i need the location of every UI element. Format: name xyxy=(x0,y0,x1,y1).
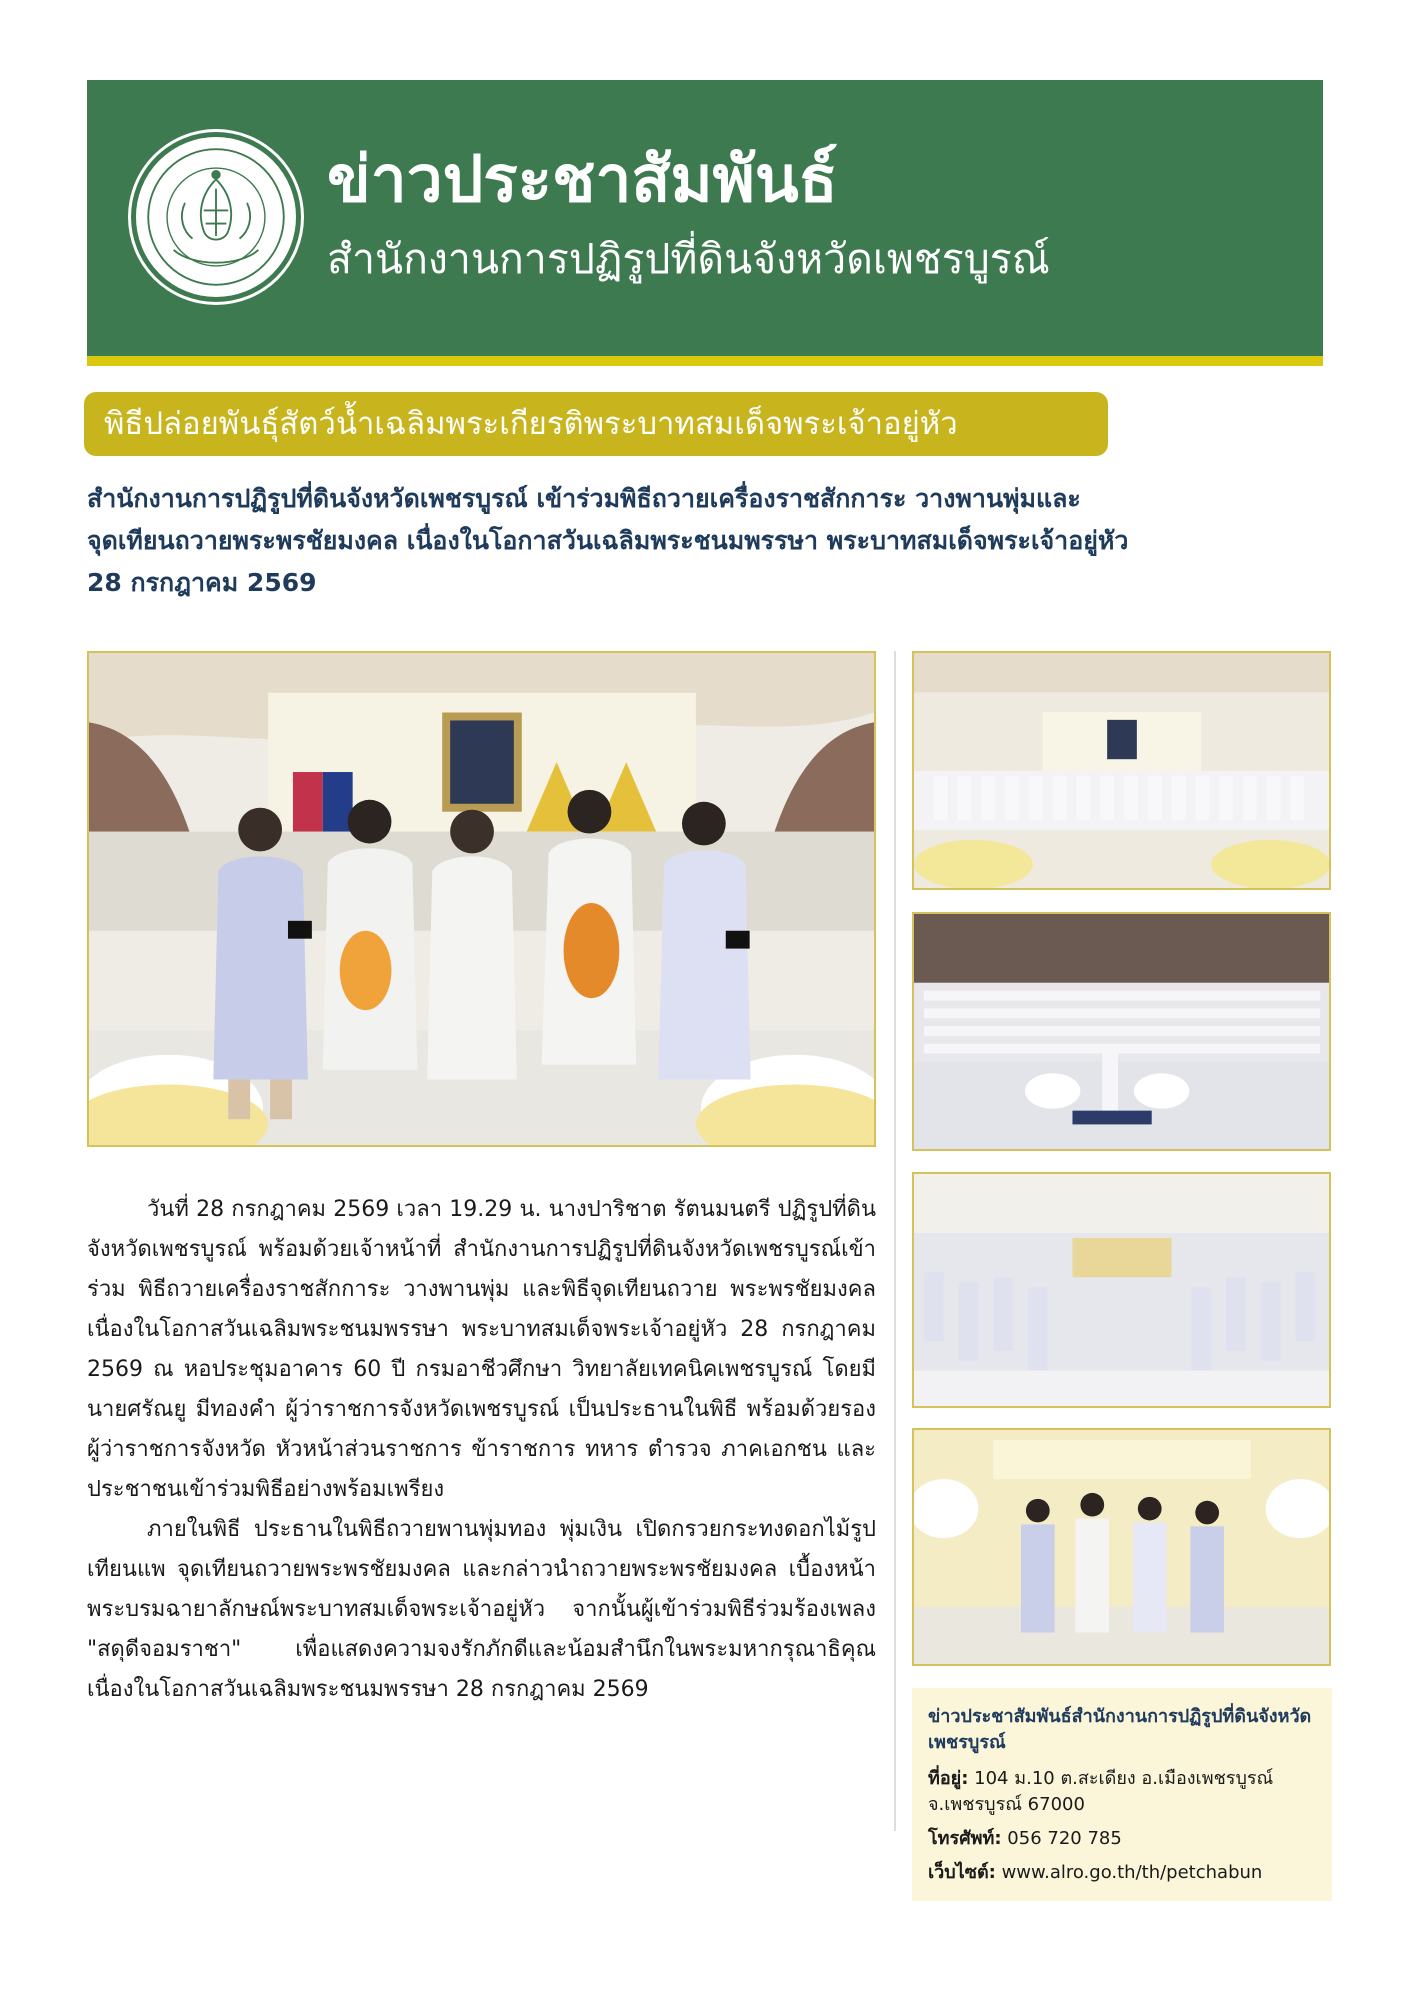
contact-box xyxy=(912,1688,1332,1901)
main-event-photo xyxy=(87,651,876,1147)
headline-line-3: 28 กรกฎาคม 2569 xyxy=(87,568,317,597)
article-body xyxy=(87,1190,876,1710)
contact-phone-label: โทรศัพท์: xyxy=(928,1828,1002,1849)
headline-line-2: จุดเทียนถวายพระพรชัยมงคล เนื่องในโอกาสวันเฉลิมพระชนมพรรษา พระบาทสมเด็จพระเจ้าอยู่หัว xyxy=(87,526,1129,555)
headline xyxy=(87,478,1337,604)
column-divider xyxy=(894,651,896,1831)
contact-address-value: 104 ม.10 ต.สะเดียง อ.เมืองเพชรบูรณ์ จ.เพชรบูรณ์ 67000 xyxy=(928,1768,1274,1815)
agency-logo xyxy=(131,132,301,302)
contact-address-label: ที่อยู่: xyxy=(928,1768,969,1789)
side-photo-1 xyxy=(912,651,1331,890)
contact-phone xyxy=(928,1826,1316,1852)
contact-website-link[interactable]: www.alro.go.th/th/petchabun xyxy=(1001,1862,1263,1883)
page-subtitle: สำนักงานการปฏิรูปที่ดินจังหวัดเพชรบูรณ์ xyxy=(327,235,1050,283)
contact-title: ข่าวประชาสัมพันธ์สำนักงานการปฏิรูปที่ดินจังหวัดเพชรบูรณ์ xyxy=(928,1706,1312,1753)
contact-website xyxy=(928,1860,1316,1886)
header-accent-stripe xyxy=(87,356,1323,366)
topic-banner: พิธีปล่อยพันธุ์สัตว์น้ำเฉลิมพระเกียรติพระบาทสมเด็จพระเจ้าอยู่หัว xyxy=(84,392,1108,456)
article-paragraph-1: วันที่ 28 กรกฎาคม 2569 เวลา 19.29 น. นางปาริชาต รัตนมนตรี ปฏิรูปที่ดินจังหวัดเพชรบูรณ์ พร้อมด้วยเจ้าหน้าที่ สำนักงานการปฏิรูปที่ดินจังหวัดเพชรบูรณ์เข้าร่วม พิธีถวายเครื่องราชสักการะ วางพานพุ่ม และพิธีจุดเทียนถวาย พระพรชัยมงคล เนื่องในโอกาสวันเฉลิมพระชนมพรรษา พระบาทสมเด็จพระเจ้าอยู่หัว 28 กรกฎาคม 2569 ณ หอประชุมอาคาร 60 ปี กรมอาชีวศึกษา วิทยาลัยเทคนิคเพชรบูรณ์ โดยมี นายศรัณยู มีทองคำ ผู้ว่าราชการจังหวัดเพชรบูรณ์ เป็นประธานในพิธี พร้อมด้วยรองผู้ว่าราชการจังหวัด หัวหน้าส่วนราชการ ข้าราชการ ทหาร ตำรวจ ภาคเอกชน และประชาชนเข้าร่วมพิธีอย่างพร้อมเพรียง xyxy=(87,1197,876,1502)
side-photo-4 xyxy=(912,1428,1331,1666)
headline-line-1: สำนักงานการปฏิรูปที่ดินจังหวัดเพชรบูรณ์ เข้าร่วมพิธีถวายเครื่องราชสักการะ วางพานพุ่มและ xyxy=(87,484,1081,513)
article-paragraph-2: ภายในพิธี ประธานในพิธีถวายพานพุ่มทอง พุ่มเงิน เปิดกรวยกระทงดอกไม้รูปเทียนแพ จุดเทียนถวายพระพรชัยมงคล และกล่าวนำถวายพระพรชัยมงคล เบื้องหน้าพระบรมฉายาลักษณ์พระบาทสมเด็จพระเจ้าอยู่หัว จากนั้นผู้เข้าร่วมพิธีร่วมร้องเพลง "สดุดีจอมราชา" เพื่อแสดงความจงรักภักดีและน้อมสำนึกในพระมหากรุณาธิคุณ เนื่องในโอกาสวันเฉลิมพระชนมพรรษา 28 กรกฎาคม 2569 xyxy=(87,1517,876,1702)
contact-phone-value: 056 720 785 xyxy=(1007,1828,1122,1849)
header-banner xyxy=(87,80,1323,356)
contact-website-label: เว็บไซต์: xyxy=(928,1862,996,1883)
page-title: ข่าวประชาสัมพันธ์ xyxy=(327,143,838,217)
logo-emblem-icon xyxy=(136,137,296,297)
contact-address xyxy=(928,1766,1316,1818)
side-photo-3 xyxy=(912,1172,1331,1408)
side-photo-2 xyxy=(912,912,1331,1151)
